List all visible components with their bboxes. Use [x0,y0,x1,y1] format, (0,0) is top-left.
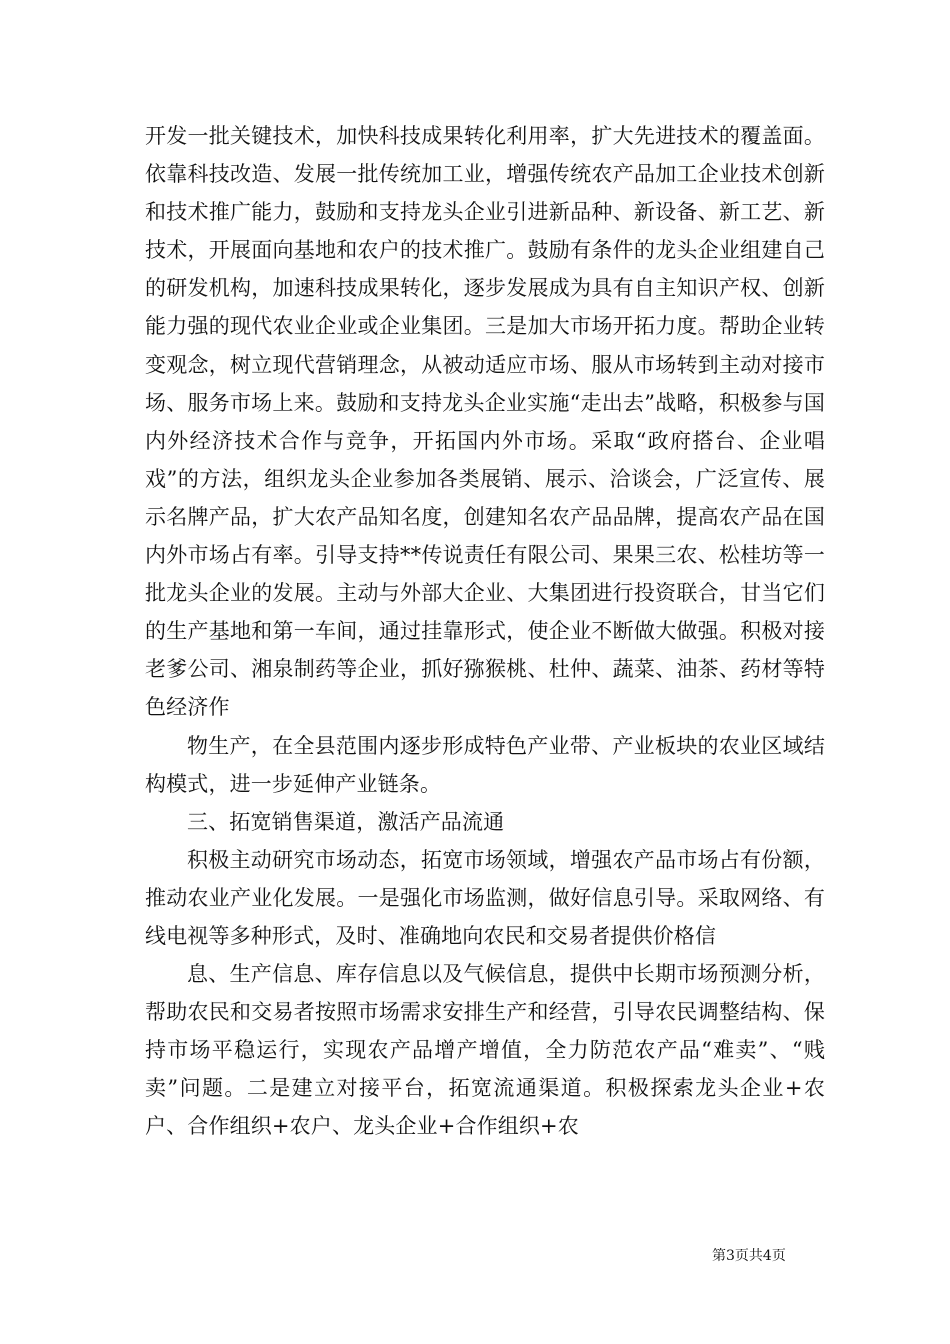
paragraph-market-monitoring: 积极主动研究市场动态，拓宽市场领域，增强农产品市场占有份额，推动农业产业化发展。一是强化市场监测，做好信息引导。采取网络、有线电视等多种形式，及时、准确地向农民和交易者提供价格信 [145,847,825,948]
section-heading-sales-channels: 三、拓宽销售渠道，激活产品流通 [187,809,505,834]
paragraph-crop-production: 物生产，在全县范围内逐步形成特色产业带、产业板块的农业区域结构模式，进一步延伸产业链条。 [145,733,825,796]
document-body [145,117,825,1146]
page-number-footer [712,1247,786,1265]
paragraph-info-platform: 息、生产信息、库存信息以及气候信息，提供中长期市场预测分析，帮助农民和交易者按照市场需求安排生产和经营，引导农民调整结构、保持市场平稳运行，实现农产品增产增值，全力防范农产品“难卖”、“贱卖”问题。二是建立对接平台，拓宽流通渠道。积极探索龙头企业+农户、合作组织+农户、龙头企业+合作组织+农 [145,962,825,1139]
paragraph-tech-market: 开发一批关键技术，加快科技成果转化利用率，扩大先进技术的覆盖面。依靠科技改造、发展一批传统加工业，增强传统农产品加工企业技术创新和技术推广能力，鼓励和支持龙头企业引进新品种、新设备、新工艺、新技术，开展面向基地和农户的技术推广。鼓励有条件的龙头企业组建自己的研发机构，加速科技成果转化，逐步发展成为具有自主知识产权、创新能力强的现代农业企业或企业集团。三是加大市场开拓力度。帮助企业转变观念，树立现代营销理念，从被动适应市场、服从市场转到主动对接市场、服务市场上来。鼓励和支持龙头企业实施“走出去”战略，积极参与国内外经济技术合作与竞争，开拓国内外市场。采取“政府搭台、企业唱戏”的方法，组织龙头企业参加各类展销、展示、洽谈会，广泛宣传、展示名牌产品，扩大农产品知名度，创建知名农产品品牌，提高农产品在国内外市场占有率。引导支持**传说责任有限公司、果果三农、松桂坊等一批龙头企业的发展。主动与外部大企业、大集团进行投资联合，甘当它们的生产基地和第一车间，通过挂靠形式，使企业不断做大做强。积极对接老爹公司、湘泉制药等企业，抓好猕猴桃、杜仲、蔬菜、油茶、药材等特色经济作 [145,124,825,720]
page-number-label: 第3页共4页 [712,1248,786,1264]
